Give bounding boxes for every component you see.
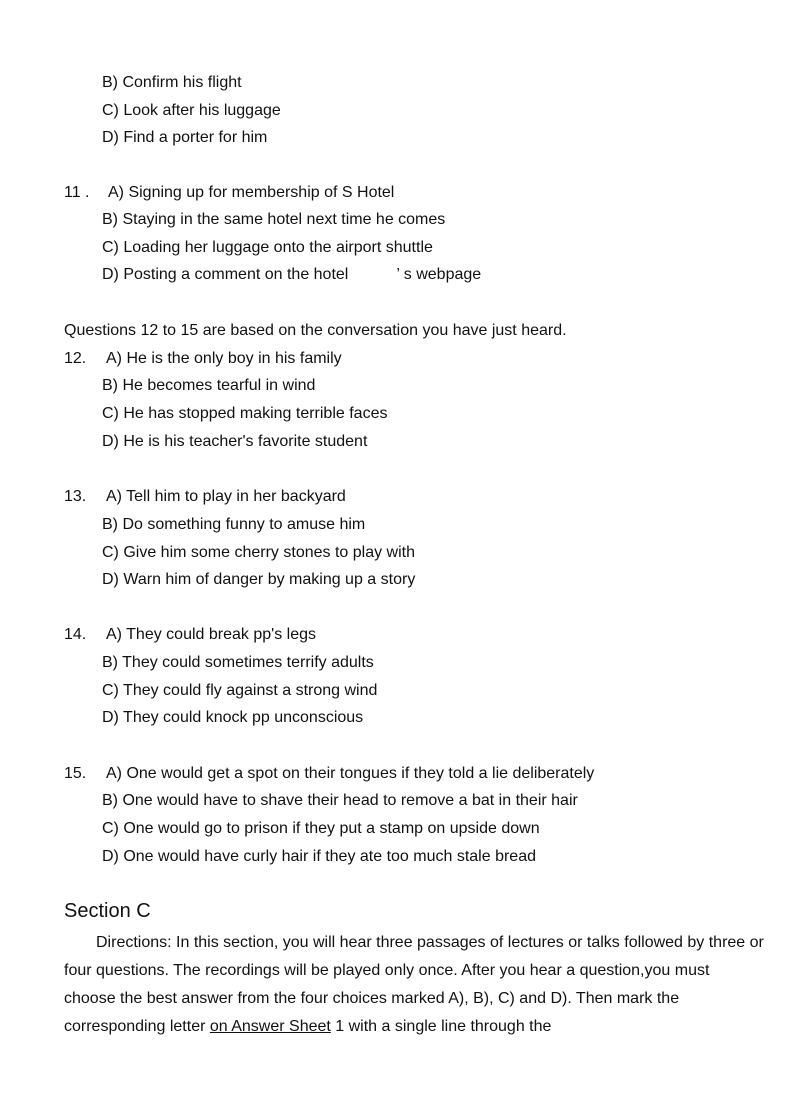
q12-number: 12. — [64, 350, 87, 367]
q14-option-a: A) They could break pp's legs — [106, 626, 316, 643]
q11-option-d-text: D) Posting a comment on the hotel — [102, 266, 349, 283]
section-c-directions — [64, 929, 764, 1041]
q14-number: 14. — [64, 626, 87, 643]
q12-option-a: A) He is the only boy in his family — [106, 350, 342, 367]
q13-option-b: B) Do something funny to amuse him — [102, 516, 366, 533]
q13-option-a: A) Tell him to play in her backyard — [106, 488, 346, 505]
q11-option-a: A) Signing up for membership of S Hotel — [108, 184, 395, 201]
q13-option-c: C) Give him some cherry stones to play with — [102, 544, 415, 561]
directions-text: Directions: In this section, you will hear three passages of lectures or talks followed by three or four questions. The recordings will be played only once. After you hear a question,you must choose the best answer from the four choices marked A), B), C) and D). Then mark the corresponding letter — [64, 934, 764, 1035]
q14-option-b: B) They could sometimes terrify adults — [102, 654, 374, 671]
q13-option-d: D) Warn him of danger by making up a story — [102, 571, 416, 588]
q11-option-d-suffix: ’ s webpage — [396, 266, 482, 283]
q10-option-c: C) Look after his luggage — [102, 102, 281, 119]
q14-option-c: C) They could fly against a strong wind — [102, 682, 378, 699]
section-c-title: Section C — [64, 900, 151, 922]
directions-text-end: 1 with a single line through the — [330, 1018, 552, 1035]
q10-option-b: B) Confirm his flight — [102, 74, 242, 91]
q11-number: 11 . — [64, 184, 90, 201]
q12-option-c: C) He has stopped making terrible faces — [102, 405, 388, 422]
q11-option-c: C) Loading her luggage onto the airport shuttle — [102, 239, 433, 256]
q12-option-b: B) He becomes tearful in wind — [102, 377, 316, 394]
answer-sheet-link: on Answer Sheet — [209, 1018, 331, 1035]
q15-option-c: C) One would go to prison if they put a stamp on upside down — [102, 820, 540, 837]
q11-option-b: B) Staying in the same hotel next time he comes — [102, 211, 446, 228]
q11-option-d — [102, 265, 481, 285]
q10-option-d: D) Find a porter for him — [102, 129, 268, 146]
q15-option-d: D) One would have curly hair if they ate too much stale bread — [102, 848, 536, 865]
q13-number: 13. — [64, 488, 87, 505]
q15-option-a: A) One would get a spot on their tongues if they told a lie deliberately — [106, 765, 595, 782]
q15-number: 15. — [64, 765, 87, 782]
questions-12-15-intro: Questions 12 to 15 are based on the conversation you have just heard. — [64, 322, 567, 339]
q12-option-d: D) He is his teacher's favorite student — [102, 433, 368, 450]
q14-option-d: D) They could knock pp unconscious — [102, 709, 364, 726]
q15-option-b: B) One would have to shave their head to remove a bat in their hair — [102, 792, 578, 809]
